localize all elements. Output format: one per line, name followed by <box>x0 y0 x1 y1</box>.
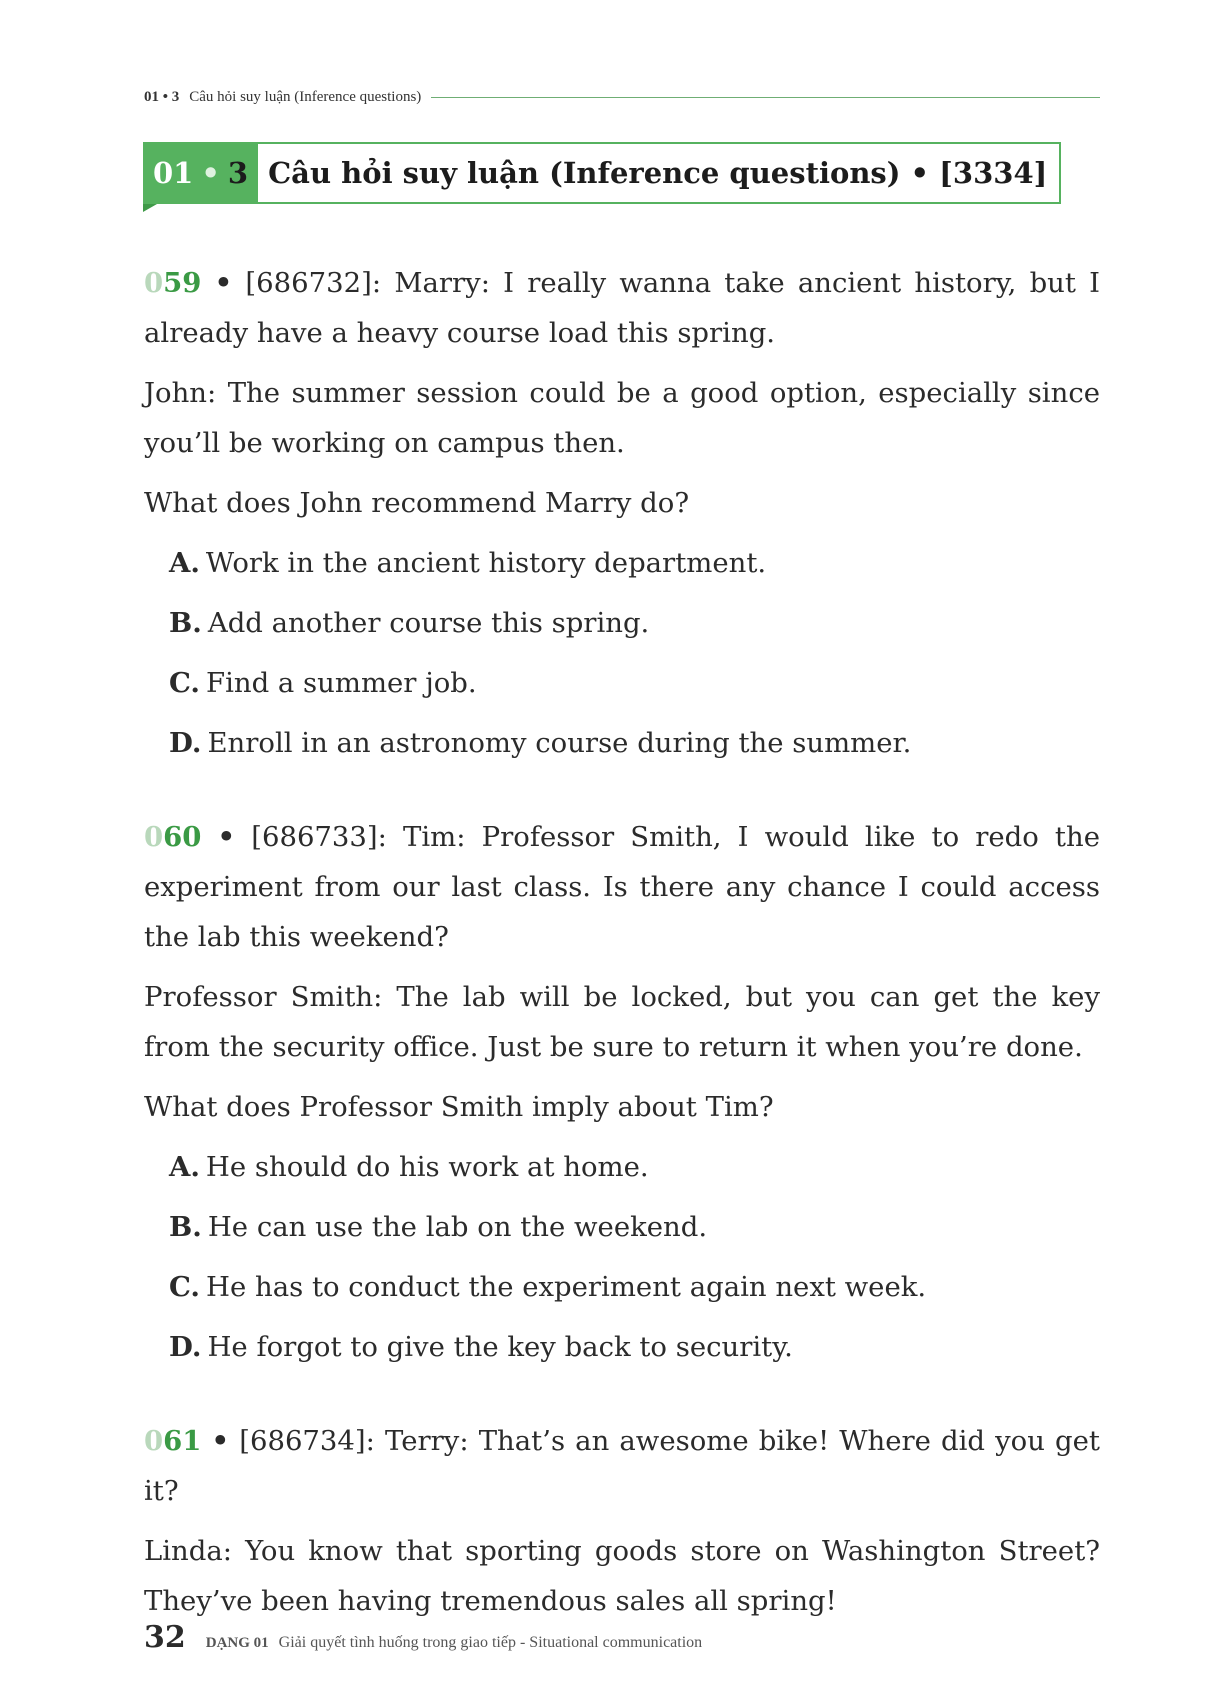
answer-option-b: B. Add another course this spring. <box>169 607 650 639</box>
answer-option-a: A. Work in the ancient history department. <box>169 547 767 579</box>
page-content <box>144 258 1100 1670</box>
dialogue-line: John: The summer session could be a good option, especially since you’ll be working on campus then. <box>144 377 1100 459</box>
question-061 <box>144 1416 1100 1626</box>
dialogue-line: Marry: I really wanna take ancient history, but I already have a heavy course load this spring. <box>144 267 1100 349</box>
section-number-tab <box>143 142 258 204</box>
question-059 <box>144 258 1100 768</box>
answer-option-d: D. Enroll in an astronomy course during the summer. <box>169 727 912 759</box>
question-id: [686734]: <box>239 1425 375 1457</box>
section-number-major: 01 <box>153 156 194 190</box>
answer-options <box>144 538 1100 768</box>
answer-options <box>144 1142 1100 1372</box>
dialogue-line: Tim: Professor Smith, I would like to redo the experiment from our last class. Is there any chance I could access the lab this weekend? <box>144 821 1100 953</box>
running-header <box>144 86 1100 108</box>
question-bullet: • <box>211 1425 230 1457</box>
question-number: 061 <box>144 1425 202 1457</box>
question-bullet: • <box>214 267 233 299</box>
answer-option-a: A. He should do his work at home. <box>169 1151 649 1183</box>
page-number: 32 <box>144 1620 186 1655</box>
question-prompt <box>144 1416 1100 1516</box>
running-header-title: Câu hỏi suy luận (Inference questions) <box>189 88 422 105</box>
question-prompt <box>144 258 1100 358</box>
section-banner <box>143 142 1061 204</box>
dialogue-line: Professor Smith: The lab will be locked, but you can get the key from the security office. Just be sure to return it when you’re done. <box>144 981 1100 1063</box>
page-footer <box>144 1620 702 1660</box>
footer-description: Giải quyết tình huống trong giao tiếp - Situational communication <box>278 1634 703 1651</box>
dialogue-line: Terry: That’s an awesome bike! Where did you get it? <box>144 1425 1100 1507</box>
answer-option-c: C. Find a summer job. <box>169 667 477 699</box>
question-prompt <box>144 812 1100 962</box>
section-title: Câu hỏi suy luận (Inference questions) • [3334] <box>258 142 1061 204</box>
question-number: 060 <box>144 821 202 853</box>
running-header-rule <box>431 97 1100 98</box>
running-header-code: 01 • 3 <box>144 88 180 105</box>
question-number: 059 <box>144 267 202 299</box>
question-id: [686733]: <box>251 821 387 853</box>
question-060 <box>144 812 1100 1372</box>
question-id: [686732]: <box>245 267 382 299</box>
answer-option-d: D. He forgot to give the key back to security. <box>169 1331 793 1363</box>
footer-unit: DẠNG 01 <box>205 1635 269 1651</box>
dialogue-line: Linda: You know that sporting goods store on Washington Street? They’ve been having tremendous sales all spring! <box>144 1535 1100 1617</box>
question-stem: What does John recommend Marry do? <box>144 487 690 519</box>
section-number-separator: • <box>201 156 220 190</box>
section-number-minor: 3 <box>227 156 249 190</box>
question-stem: What does Professor Smith imply about Tim? <box>144 1091 774 1123</box>
question-bullet: • <box>217 821 236 853</box>
answer-option-b: B. He can use the lab on the weekend. <box>169 1211 708 1243</box>
answer-option-c: C. He has to conduct the experiment again next week. <box>169 1271 927 1303</box>
